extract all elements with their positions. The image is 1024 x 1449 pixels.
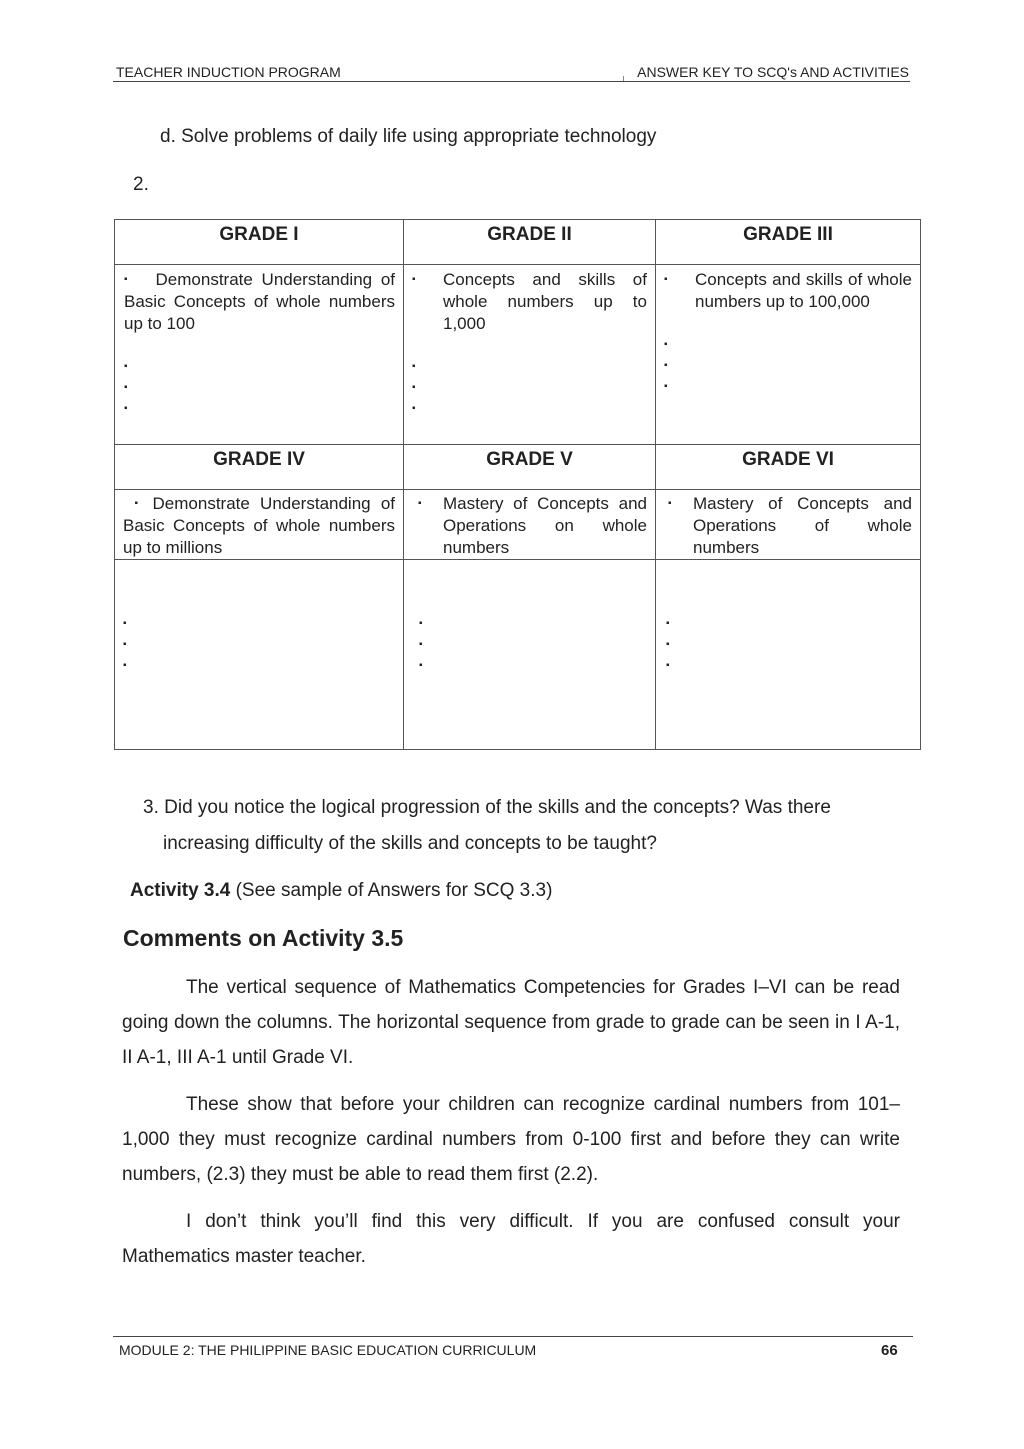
page-number: 66: [881, 1342, 898, 1359]
page-header: [113, 62, 910, 82]
grade-iv-cell: [115, 490, 404, 560]
bullet-marker: ▪: [666, 639, 670, 650]
bullet-marker: ▪: [412, 403, 416, 414]
grade-competency-table: [114, 219, 921, 750]
paragraph-1-text: The vertical sequence of Mathematics Competencies for Grades I–VI can be read going down the columns. The horizontal sequence from grade to grade can be seen in I A-1, II A-1, III A-1 until Grade VI.: [122, 977, 900, 1068]
grade-iv-empty-bullets: [123, 613, 395, 676]
grade-v-empty-bullets: [412, 613, 647, 676]
grade-vi-competency: [664, 493, 912, 559]
bullet-marker: ▪: [123, 618, 127, 629]
header-divider: [623, 76, 624, 81]
header-grade-ii: GRADE II: [404, 220, 656, 265]
bullet-marker: ▪: [664, 360, 668, 371]
activity-note: (See sample of Answers for SCQ 3.3): [235, 880, 553, 901]
grade-v-text: Mastery of Concepts and Operations on whole numbers: [443, 494, 647, 557]
question-3-line-2: increasing difficulty of the skills and concepts to be taught?: [163, 833, 657, 854]
footer-module-title: MODULE 2: THE PHILIPPINE BASIC EDUCATION CURRICULUM: [119, 1342, 537, 1358]
grade-ii-competency: [412, 269, 647, 335]
grade-vi-empty-cell: [656, 560, 921, 750]
grade-i-empty-bullets: [124, 356, 395, 419]
grade-iii-empty-bullets: [664, 334, 912, 397]
grade-iv-empty-cell: [115, 560, 404, 750]
bullet-marker: ▪: [123, 660, 127, 671]
comments-paragraph-3: [122, 1204, 900, 1274]
grade-v-cell: [404, 490, 656, 560]
grade-iii-text: Concepts and skills of whole numbers up to 100,000: [695, 270, 912, 311]
bullet-marker: ▪: [664, 274, 668, 285]
grade-i-competency: [124, 269, 395, 335]
paragraph-2-text: These show that before your children can recognize cardinal numbers from 101–1,000 they must recognize cardinal numbers from 0-100 first and before they can write numbers, (2.3) they must be able to read them first (2.2).: [122, 1094, 900, 1185]
grade-v-empty-cell: [404, 560, 656, 750]
header-grade-iv: GRADE IV: [115, 445, 404, 490]
comments-heading: Comments on Activity 3.5: [123, 925, 404, 951]
bullet-marker: ▪: [666, 618, 670, 629]
paragraph-3-text: I don’t think you’ll find this very difficult. If you are confused consult your Mathematics master teacher.: [122, 1211, 900, 1267]
grade-i-text: Demonstrate Understanding of Basic Concepts of whole numbers up to 100: [124, 270, 395, 333]
bullet-marker: ▪: [664, 381, 668, 392]
bullet-marker: ▪: [129, 498, 144, 509]
bullet-marker: ▪: [412, 361, 416, 372]
bullet-marker: ▪: [123, 639, 127, 650]
question-3-line-1: 3. Did you notice the logical progression of the skills and the concepts? Was there: [143, 797, 831, 818]
bullet-marker: ▪: [412, 382, 416, 393]
activity-label: Activity 3.4: [130, 880, 231, 901]
grade-ii-text: Concepts and skills of whole numbers up to 1,000: [443, 270, 647, 333]
bullet-marker: ▪: [419, 618, 423, 629]
header-section-title: ANSWER KEY TO SCQ's AND ACTIVITIES: [637, 64, 909, 80]
grade-i-cell: [115, 265, 404, 445]
header-grade-iii: GRADE III: [656, 220, 921, 265]
bullet-marker: ▪: [419, 660, 423, 671]
header-program-title: TEACHER INDUCTION PROGRAM: [116, 64, 341, 80]
bullet-marker: ▪: [666, 660, 670, 671]
bullet-marker: ▪: [124, 382, 128, 393]
grade-vi-cell: [656, 490, 921, 560]
header-grade-i: GRADE I: [115, 220, 404, 265]
grade-ii-cell: [404, 265, 656, 445]
bullet-marker: ▪: [668, 498, 672, 509]
grade-vi-empty-bullets: [664, 613, 912, 676]
activity-3-4: [130, 880, 552, 902]
grade-iv-competency: [123, 493, 395, 559]
bullet-marker: ▪: [124, 361, 128, 372]
bullet-marker: ▪: [412, 274, 416, 285]
grade-vi-text: Mastery of Concepts and Operations of whole numbers: [693, 494, 912, 557]
bullet-marker: ▪: [419, 639, 423, 650]
comments-paragraph-2: [122, 1087, 900, 1192]
page-footer: [113, 1336, 913, 1359]
grade-v-competency: [412, 493, 647, 559]
header-grade-vi: GRADE VI: [656, 445, 921, 490]
grade-ii-empty-bullets: [412, 356, 647, 419]
grade-iv-text: Demonstrate Understanding of Basic Concepts of whole numbers up to millions: [123, 494, 395, 557]
objective-d: d. Solve problems of daily life using appropriate technology: [160, 126, 657, 147]
grade-iii-cell: [656, 265, 921, 445]
bullet-marker: ▪: [418, 498, 422, 509]
comments-paragraph-1: [122, 970, 900, 1075]
header-grade-v: GRADE V: [404, 445, 656, 490]
bullet-marker: ▪: [124, 403, 128, 414]
item-2-number: 2.: [133, 174, 149, 195]
bullet-marker: ▪: [664, 339, 668, 350]
grade-iii-competency: [664, 269, 912, 313]
bullet-marker: ▪: [124, 274, 132, 285]
